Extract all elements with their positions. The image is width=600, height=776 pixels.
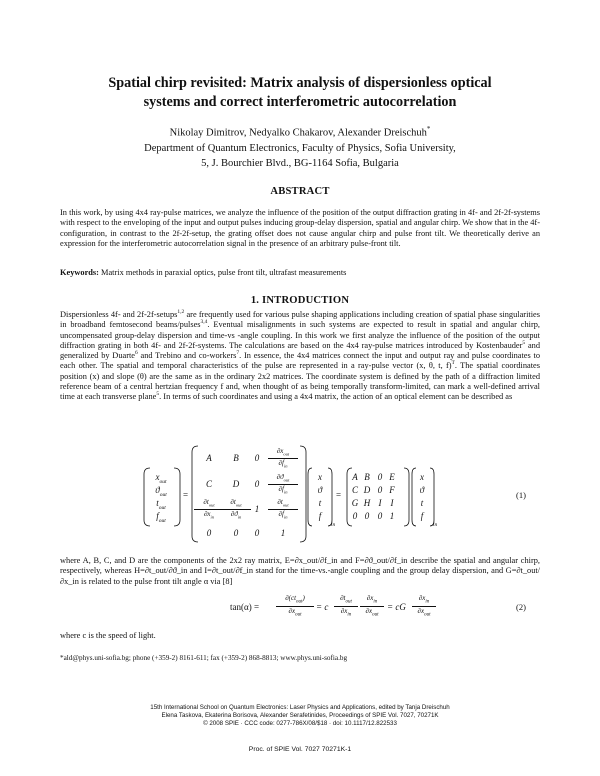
equation-1 [140,444,526,544]
author-mark: * [426,125,431,133]
compact-matrix-element: 0 [377,472,383,482]
after-equation-1-text: where A, B, C, and D are the components of the 2x2 ray matrix, E=∂x_out/∂f_in and F=∂ϑ_out/∂f_in describe the spatial and angular chirp, respectively, whereas H=∂t_out/∂ϑ_in and I=∂t_out/∂f_in stand for the time-vs.-angle coupling and the group delay dispersion, and G=∂t_out/∂x_in is related to the pulse front tilt angle α via [8] [60,556,540,586]
title-line-2: systems and correct interferometric autocorrelation [143,94,457,110]
equation-2-eq-cg: = cG [387,602,406,612]
intro-text-6: . In essence, the 4x4 matrices connect the input and output ray and pulse coordinates to each other. The spatial and temporal characteristics of the pulse are represented in a ray-pulse vector (x, θ, t, f) [60,351,540,371]
compact-matrix-element: 0 [377,485,383,495]
proceedings-line-2: Elena Taskova, Ekaterina Borisova, Alexander Serafetinides, Proceedings of SPIE Vol. 7027, 70271K [161,712,439,719]
compact-matrix-element: 1 [389,511,395,521]
compact-matrix-element: H [363,498,371,508]
matrix-element: 1 [280,528,286,538]
compact-matrix-element: I [378,498,382,508]
intro-text-5: and Trebino and co-workers [137,351,237,361]
citation-3-4: 3,4 [200,319,208,326]
compact-matrix-element: 0 [352,511,358,521]
output-vector-entry: $f_{out}$ [156,511,166,524]
compact-matrix-element: G [351,498,359,508]
author-address: 5, J. Bourchier Blvd., BG-1164 Sofia, Bulgaria [201,157,399,169]
matrix-element: A [206,453,212,463]
matrix-element: 0 [254,479,260,489]
intro-text-4: and generalized by Duarte [60,340,541,361]
page-identifier: Proc. of SPIE Vol. 7027 70271K-1 [248,746,352,753]
equals-sign-2: = [336,490,342,500]
input-vector-entry: f [318,511,322,521]
equation-2-lhs: tan(α) = [230,602,260,612]
compact-matrix-element: B [364,472,370,482]
equation-2-frac-1: $\partial(ct_{out})$ $\partial x_{out}$ [276,594,314,620]
intro-text-3: . Eventual misalignments in such systems are expected to result in spatial and angular chirp, uncompensated group-delay dispersion and time-vs -angle coupling. In this work we first analyze the influence of the position of the output diffraction grating in both 4f- and 2f-2f-systems. The calculations are based on the 4x4 ray-pulse matrices introduced by Kostenbauder [60,320,541,350]
matrix-element: D [232,479,240,489]
speed-of-light-note: where c is the speed of light. [60,631,156,640]
citation-1-2: 1,2 [177,309,185,316]
output-vector-entry: $x_{out}$ [155,472,167,485]
intro-paragraph [60,310,540,403]
keywords-line [60,268,540,278]
input-vector-2-entry: ϑ [419,485,425,495]
proceedings-line-3: © 2008 SPIE · CCC code: 0277-786X/08/$18 · doi: 10.1117/12.822533 [203,720,397,727]
abstract-text: In this work, by using 4x4 ray-pulse matrices, we analyze the influence of the position of the output diffraction grating in 4f- and 2f-2f-systems with respect to the enveloping of the input and output pulses inducing group-delay dispersion, spatial and angular chirp. We show that in the 4f-configuration, in contrast to the 2f-2f-setup, the grating offset does not cause angular chirp and pulse front tilt. We theoretically derive an expression for the interferometric autocorrelation signal in the presence of an arbitrary pulse-front tilt. [60,208,540,248]
citation-6: 6 [135,350,138,357]
author-department: Department of Quantum Electronics, Faculty of Physics, Sofia University, [144,142,456,154]
compact-matrix-element: E [389,472,395,482]
matrix-element: C [205,479,212,489]
matrix-element: B [233,453,239,463]
input-vector-2-entry: x [420,472,424,482]
author-names-text: Nikolay Dimitrov, Nedyalko Chakarov, Alexander Dreischuh [169,127,427,139]
citation-5: 5 [522,340,526,347]
input-vector-entry: ϑ [317,485,323,495]
compact-matrix-element: 0 [377,511,383,521]
equation-2-frac-3: $\partial x_{in}$ $\partial x_{out}$ [360,594,384,620]
author-block [60,122,540,171]
matrix-element: 0 [254,453,260,463]
matrix-element: 0 [233,528,239,538]
matrix-element: 0 [206,528,212,538]
compact-matrix-element: C [351,485,358,495]
matrix-element: 1 [254,504,260,514]
proceedings-line-1: 15th International School on Quantum Electronics: Laser Physics and Applications, edited by Tanja Dreischuh [150,704,450,711]
intro-text-7: . The spatial coordinates position (x) and slope (θ) are the same as in the ordinary 2x2 matrices. The coordinate system is defined by the path of a diffraction limited reference beam of a central hertzian frequency f and, when thought of as being temporally transform-limited, can mark a well-defined arrival time at each transverse plane [60,361,541,402]
equals-sign-1: = [183,490,189,500]
compact-matrix-element: D [363,485,371,495]
input-vector-2-entry: t [420,498,424,508]
compact-matrix-element: I [390,498,394,508]
matrix-element: $\partial ϑ_{out}$ $\partial f_{in}$ [268,473,298,497]
equation-2-number: (2) [516,602,526,612]
transpose-mark: T [451,360,455,367]
proceedings-info [60,704,540,728]
keywords-label: Keywords: [60,268,99,277]
equation-2 [230,593,526,623]
input-vector-2-subscript: in [433,522,438,528]
equation-2-frac-4: $\partial x_{in}$ $\partial x_{out}$ [412,594,436,620]
matrix-element: $\partial t_{out}$ $\partial f_{in}$ [268,498,298,522]
equation-2-eq-c: = c [316,602,329,612]
intro-text-1: Dispersionless 4f- and 2f-2f-setups [60,310,178,319]
compact-matrix-element: F [389,485,395,495]
abstract-heading: ABSTRACT [270,186,330,197]
intro-heading: 1. INTRODUCTION [250,295,350,306]
matrix-element: $\partial x_{out}$ $\partial f_{in}$ [268,447,298,471]
input-vector-entry: x [318,472,322,482]
citation-5b: 5 [156,391,160,398]
input-vector-entry: t [318,498,322,508]
compact-matrix-element: 0 [364,511,370,521]
author-names [60,122,540,141]
equation-1-number: (1) [516,490,526,500]
matrix-element: $\partial t_{out}$ $\partial x_{in}$ [194,498,224,522]
output-vector-entry: $t_{out}$ [156,498,166,511]
compact-matrix-element: A [352,472,358,482]
output-vector-entry: $ϑ_{out}$ [155,485,167,498]
citation-7: 7 [236,350,240,357]
input-vector-subscript: in [331,522,336,528]
intro-text-2: are frequently used for various pulse shaping applications including creation of spatial phase singularities in broadband femtosecond beams/pulses [60,310,540,330]
keywords-text: Matrix methods in paraxial optics, pulse front tilt, ultrafast measurements [101,268,347,277]
title-line-1: Spatial chirp revisited: Matrix analysis of dispersionless optical [108,75,492,91]
matrix-element: $\partial t_{out}$ $\partial ϑ_{in}$ [221,498,251,522]
matrix-element: 0 [254,528,260,538]
intro-text-8: . In terms of such coordinates and using a 4x4 matrix, the action of an optical element can be described as [159,392,513,402]
equation-2-frac-2: $\partial t_{out}$ $\partial x_{in}$ [334,594,358,620]
input-vector-2-entry: f [420,511,424,521]
contact-footnote: *ald@phys.uni-sofia.bg; phone (+359-2) 8161-611; fax (+359-2) 868-8813; www.phys.uni-sofia.bg [60,654,348,662]
paper-title [60,74,540,112]
